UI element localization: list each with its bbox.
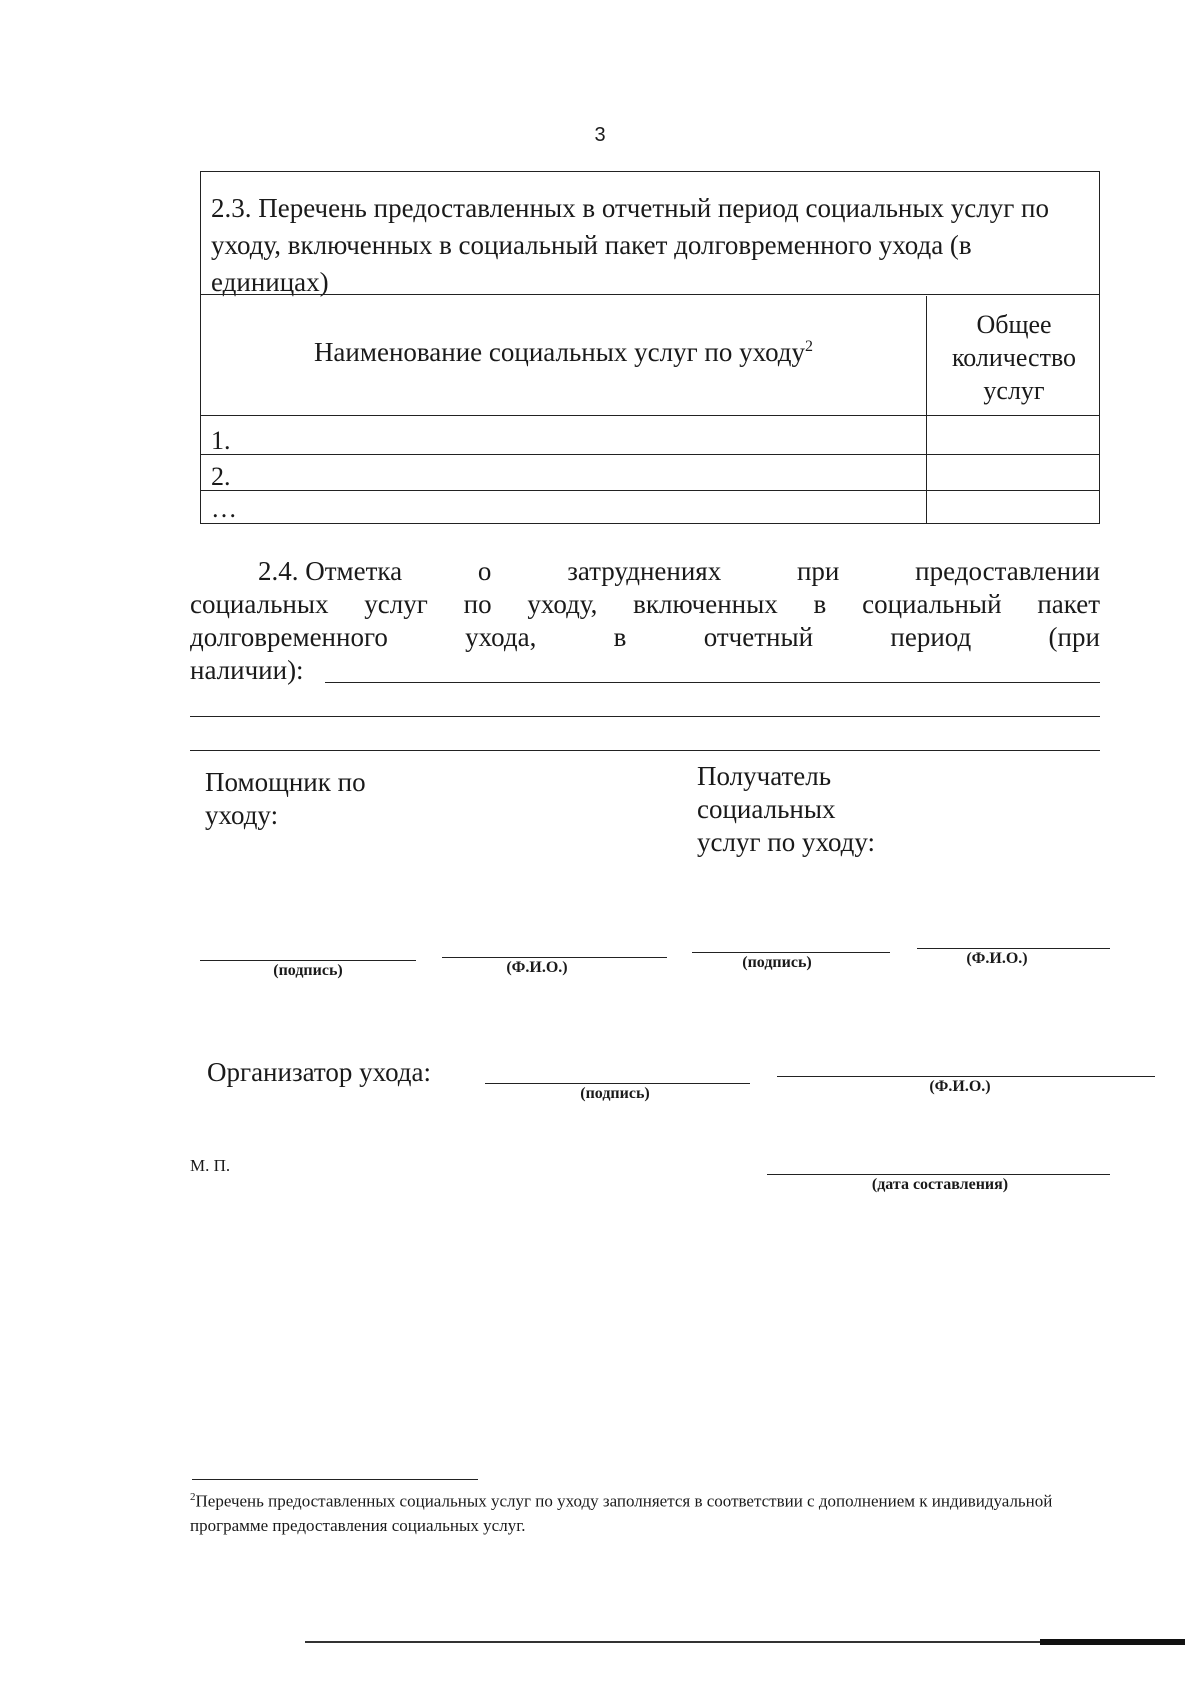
table-divider xyxy=(201,415,1099,416)
stamp-place: М. П. xyxy=(190,1156,231,1175)
column-header-name xyxy=(201,337,926,368)
column-header-name-text: Наименование социальных услуг по уходу xyxy=(313,337,806,367)
table-divider xyxy=(201,454,1099,455)
word: затруднениях xyxy=(567,556,722,586)
paragraph-line-3 xyxy=(190,622,1100,653)
table-title: 2.3. Перечень предоставленных в отчетный период социальных услуг по уходу, включенных в социальный пакет долговременного ухода (в единицах) xyxy=(211,193,1049,297)
page-number: 3 xyxy=(594,124,606,146)
fill-line xyxy=(190,750,1100,751)
fill-line xyxy=(325,682,1100,683)
table-column-divider xyxy=(926,296,927,523)
word: услуг xyxy=(364,589,428,619)
paragraph-line-2 xyxy=(190,589,1100,620)
word: уходу, xyxy=(527,589,598,619)
word: в xyxy=(813,589,827,619)
signature-caption: (подпись) xyxy=(273,962,343,979)
fill-line xyxy=(190,716,1100,717)
table-divider xyxy=(201,294,1099,295)
table-divider xyxy=(201,490,1099,491)
assistant-label: Помощник по уходу: xyxy=(205,767,366,830)
fio-caption: (Ф.И.О.) xyxy=(966,950,1028,967)
fio-line xyxy=(442,957,667,958)
word: о xyxy=(477,556,492,586)
word: 2.4. Отметка xyxy=(258,556,403,586)
date-line xyxy=(767,1174,1110,1175)
word: по xyxy=(463,589,492,619)
footnote-number: 2 xyxy=(190,1491,196,1503)
scan-edge-bar xyxy=(1040,1639,1185,1645)
signature-line xyxy=(692,952,890,953)
word: период xyxy=(890,622,972,652)
word: долговременного xyxy=(190,622,388,652)
word: ухода, xyxy=(465,622,537,652)
table-row-number: 2. xyxy=(211,462,231,491)
organizer-label: Организатор ухода: xyxy=(207,1057,432,1087)
date-caption: (дата составления) xyxy=(871,1176,1009,1193)
signature-line xyxy=(200,960,416,961)
fio-line xyxy=(917,948,1110,949)
word: пакет xyxy=(1037,589,1100,619)
word: социальных xyxy=(190,589,329,619)
footnote-text: Перечень предоставленных социальных услуг по уходу заполняется в соответствии с дополнением к индивидуальной программе предоставления социальных услуг. xyxy=(190,1491,1053,1535)
paragraph-line-1 xyxy=(190,556,1100,587)
signature-line xyxy=(485,1083,750,1084)
footnote-mark: 2 xyxy=(805,338,814,355)
column-header-total: Общее количество услуг xyxy=(951,310,1077,405)
table-row-number: 1. xyxy=(211,426,231,455)
services-table xyxy=(200,171,1100,524)
word: в xyxy=(613,622,627,652)
fio-line xyxy=(777,1076,1155,1077)
footnote-separator xyxy=(192,1479,478,1480)
fio-caption: (Ф.И.О.) xyxy=(929,1078,991,1095)
fio-caption: (Ф.И.О.) xyxy=(506,959,568,976)
recipient-label: Получатель социальных услуг по уходу: xyxy=(697,761,876,857)
paragraph-line-4: наличии): xyxy=(190,655,304,685)
footnote xyxy=(190,1485,1090,1538)
word: при xyxy=(796,556,840,586)
word: предоставлении xyxy=(915,556,1100,586)
word: социальный xyxy=(862,589,1002,619)
table-row-number: … xyxy=(211,494,237,523)
word: включенных xyxy=(633,589,778,619)
word: (при xyxy=(1048,622,1100,652)
word: отчетный xyxy=(703,622,814,652)
signature-caption: (подпись) xyxy=(742,954,812,971)
signature-caption: (подпись) xyxy=(580,1085,650,1102)
